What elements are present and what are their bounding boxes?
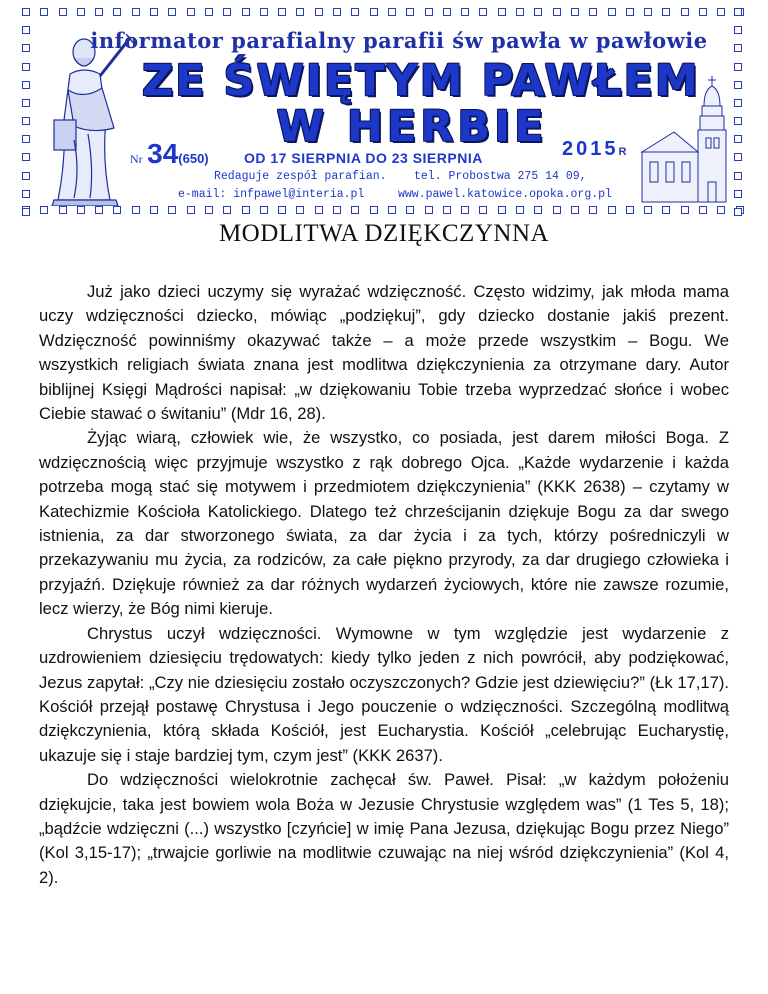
- contact-email: e-mail: infpawel@interia.pl: [178, 188, 365, 201]
- border-square: [608, 8, 616, 16]
- issue-year: [562, 138, 626, 161]
- border-square: [242, 206, 250, 214]
- border-square: [296, 8, 304, 16]
- border-square: [260, 206, 268, 214]
- issue-total: (650): [178, 151, 209, 166]
- border-square: [479, 8, 487, 16]
- border-square: [734, 190, 742, 198]
- border-square: [77, 8, 85, 16]
- border-square: [662, 206, 670, 214]
- border-square: [333, 8, 341, 16]
- border-square: [734, 63, 742, 71]
- border-square: [388, 8, 396, 16]
- newsletter-tagline: informator parafialny parafii św pawła w pawłowie: [90, 28, 708, 53]
- border-square: [443, 8, 451, 16]
- border-square: [168, 8, 176, 16]
- issue-prefix: Nr: [130, 152, 143, 166]
- article-title: MODLITWA DZIĘKCZYNNA: [218, 220, 550, 247]
- border-square: [278, 8, 286, 16]
- year-value: 2015: [562, 138, 619, 160]
- border-square: [498, 8, 506, 16]
- border-top: [22, 8, 744, 18]
- border-square: [734, 208, 742, 216]
- border-square: [370, 206, 378, 214]
- border-square: [388, 206, 396, 214]
- border-square: [699, 206, 707, 214]
- border-square: [734, 81, 742, 89]
- border-right: [734, 8, 744, 216]
- issue-dates: OD 17 SIERPNIA DO 23 SIERPNIA: [244, 150, 483, 166]
- border-square: [315, 206, 323, 214]
- newsletter-title: ZE ŚWIĘTYM PAWŁEM: [142, 56, 700, 106]
- border-square: [351, 206, 359, 214]
- border-square: [571, 8, 579, 16]
- border-square: [479, 206, 487, 214]
- article-paragraph: Chrystus uczył wdzięczności. Wymowne w tym względzie jest wydarzenie z uzdrowieniem dziesięciu trędowatych: kiedy tylko jeden z nich powrócił, aby podziękować, Jezus zapytał: „Czy nie dziesięciu zostało oczyszczonych? Gdzie jest dziewięciu?” (Łk 17,17). Kościół przejął postawę Chrystusa i Jego pouczenie o wdzięczności. Szczególną modlitwą dziękczynienia, którą składa Kościół, jest Eucharystia. Kościół „celebrując Eucharystię, ukazuje się i staje bardziej tym, czym jest” (KKK 2637).: [39, 623, 729, 765]
- border-square: [734, 117, 742, 125]
- border-square: [734, 135, 742, 143]
- border-square: [22, 44, 30, 52]
- border-square: [406, 206, 414, 214]
- border-square: [22, 135, 30, 143]
- border-square: [734, 26, 742, 34]
- border-square: [223, 8, 231, 16]
- issue-number: [130, 138, 209, 170]
- border-square: [187, 206, 195, 214]
- border-square: [351, 8, 359, 16]
- border-square: [734, 99, 742, 107]
- border-square: [132, 206, 140, 214]
- border-square: [95, 8, 103, 16]
- border-square: [278, 206, 286, 214]
- border-square: [734, 8, 742, 16]
- border-square: [113, 8, 121, 16]
- article-paragraph: Już jako dzieci uczymy się wyrażać wdzięczność. Często widzimy, jak młoda mama uczy wdzięczności dziecko, mówiąc „podziękuj”, gdy dziecko dostanie jakiś prezent. Wdzięczność powinniśmy okazywać także – a może przede wszystkim – Bogu. We wszystkich religiach świata znana jest modlitwa dziękczynienia za otrzymane dary. Autor biblijnej Księgi Mądrości napisał: „w dziękowaniu Tobie trzeba wyprzedzać słońce i wobec Ciebie stawać o świtaniu” (Mdr 16, 28).: [39, 282, 729, 424]
- border-square: [205, 206, 213, 214]
- border-square: [662, 8, 670, 16]
- masthead: [22, 8, 744, 216]
- editors-note: Redaguje zespół parafian.: [214, 170, 387, 183]
- border-square: [734, 172, 742, 180]
- border-square: [223, 206, 231, 214]
- border-square: [717, 8, 725, 16]
- border-square: [516, 206, 524, 214]
- border-square: [699, 8, 707, 16]
- border-square: [370, 8, 378, 16]
- saint-paul-statue-image: [44, 30, 140, 206]
- border-square: [22, 208, 30, 216]
- border-square: [260, 8, 268, 16]
- border-square: [589, 206, 597, 214]
- border-square: [315, 8, 323, 16]
- border-square: [242, 8, 250, 16]
- article-body: [39, 280, 729, 890]
- border-square: [333, 206, 341, 214]
- border-square: [77, 206, 85, 214]
- article-paragraph: Do wdzięczności wielokrotnie zachęcał św. Paweł. Pisał: „w każdym położeniu dziękujcie, taka jest bowiem wola Boża w Jezusie Chrystusie względem was” (1 Tes 5, 18); „bądźcie wdzięczni (...) wszystko [czyńcie] w imię Pana Jezusa, dziękując Bogu przez Niego” (Kol 3,15-17); „trwajcie gorliwie na modlitwie czuwając na niej wśród dziękczynienia” (Kol 4, 2).: [39, 770, 729, 887]
- year-suffix: R: [618, 146, 627, 158]
- border-square: [59, 8, 67, 16]
- border-bottom: [22, 206, 744, 216]
- border-square: [40, 8, 48, 16]
- border-square: [22, 117, 30, 125]
- border-square: [95, 206, 103, 214]
- border-square: [717, 206, 725, 214]
- border-square: [644, 206, 652, 214]
- border-square: [59, 206, 67, 214]
- border-square: [168, 206, 176, 214]
- border-square: [534, 206, 542, 214]
- border-square: [22, 26, 30, 34]
- border-square: [553, 206, 561, 214]
- border-square: [406, 8, 414, 16]
- border-square: [187, 8, 195, 16]
- border-square: [626, 206, 634, 214]
- border-square: [425, 206, 433, 214]
- border-square: [22, 190, 30, 198]
- border-square: [132, 8, 140, 16]
- border-square: [681, 206, 689, 214]
- border-square: [22, 153, 30, 161]
- border-square: [443, 206, 451, 214]
- border-square: [22, 8, 30, 16]
- border-square: [498, 206, 506, 214]
- border-square: [734, 153, 742, 161]
- border-square: [113, 206, 121, 214]
- border-square: [516, 8, 524, 16]
- article-paragraph: Żyjąc wiarą, człowiek wie, że wszystko, co posiada, jest darem miłości Boga. Z wdzięcznością więc przyjmuje wszystko z rąk dobrego Ojca. „Każde wydarzenie i każda potrzeba mogą stać się motywem i przedmiotem dziękczynienia” (KKK 2638) – czytamy w Katechizmie Kościoła Katolickiego. Dlatego też chrześcijanin dziękuje Bogu za dar swego istnienia, za dar stworzonego świata, za dar życia i za tych, którzy pośredniczyli w przekazywaniu mu życia, za rodziców, za całe piękno przyrody, za dar drugiego człowieka i przyjaźń. Dziękuje również za dar różnych wydarzeń życiowych, które nie zawsze rozumie, lecz wierzy, że Bóg nimi kieruje.: [39, 428, 729, 619]
- border-square: [150, 206, 158, 214]
- border-square: [22, 63, 30, 71]
- border-square: [425, 8, 433, 16]
- border-square: [734, 44, 742, 52]
- border-square: [40, 206, 48, 214]
- border-square: [22, 99, 30, 107]
- border-square: [534, 8, 542, 16]
- border-left: [22, 8, 32, 216]
- border-square: [553, 8, 561, 16]
- parish-website: www.pawel.katowice.opoka.org.pl: [398, 188, 612, 201]
- border-square: [681, 8, 689, 16]
- border-square: [571, 206, 579, 214]
- parish-phone: tel. Probostwa 275 14 09,: [414, 170, 587, 183]
- border-square: [608, 206, 616, 214]
- border-square: [589, 8, 597, 16]
- border-square: [150, 8, 158, 16]
- border-square: [626, 8, 634, 16]
- issue-number-value: 34: [147, 138, 179, 169]
- border-square: [461, 206, 469, 214]
- border-square: [296, 206, 304, 214]
- border-square: [644, 8, 652, 16]
- border-square: [461, 8, 469, 16]
- newsletter-subtitle: W HERBIE: [276, 102, 548, 152]
- border-square: [22, 81, 30, 89]
- border-square: [205, 8, 213, 16]
- border-square: [22, 172, 30, 180]
